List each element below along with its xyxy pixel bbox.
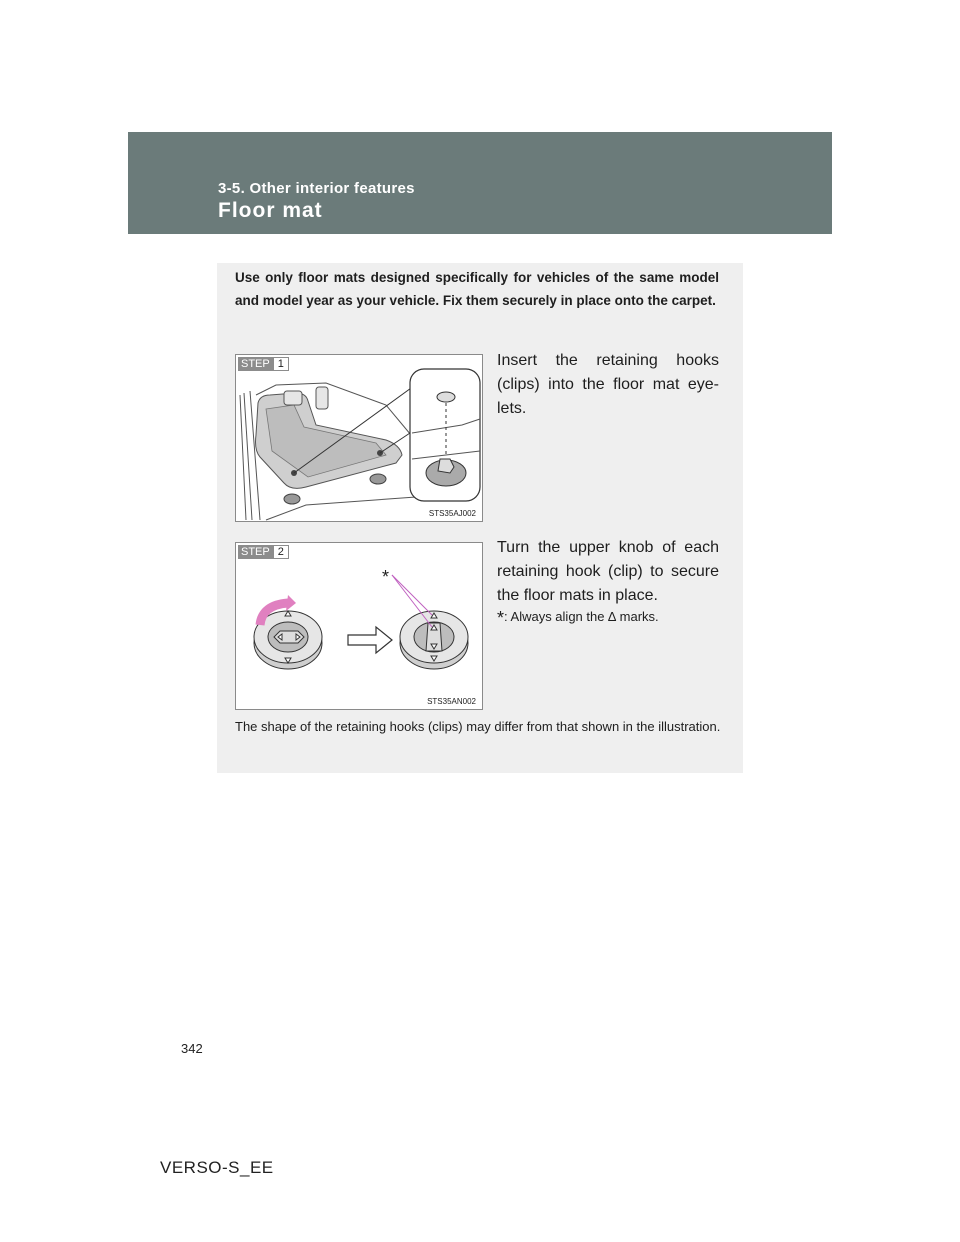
footnote: The shape of the retaining hooks (clips) may differ from that shown in the illustration. <box>235 719 721 734</box>
instruction-panel <box>217 263 743 773</box>
figure-code: STS35AN002 <box>427 697 476 706</box>
figure-code: STS35AJ002 <box>428 509 476 518</box>
step-number: 1 <box>273 357 289 371</box>
step1-text: Insert the retaining hooks (clips) into the floor mat eye-lets. <box>497 352 719 417</box>
section-label: 3-5. Other interior features <box>218 180 415 197</box>
svg-text:*: * <box>382 567 390 587</box>
page-number: 342 <box>181 1041 203 1056</box>
section-header <box>128 132 832 234</box>
retaining-hook-knob-illustration <box>236 543 483 710</box>
intro-text: Use only floor mats designed specifically for vehicles of the same model and model year as your vehicle. Fix them securely in place onto the carpet. <box>235 270 719 308</box>
step2-illustration <box>235 542 483 710</box>
floor-mat-hooks-illustration <box>236 355 483 522</box>
note-marker: * <box>497 608 505 628</box>
step1-badge <box>238 357 289 371</box>
model-code: VERSO-S_EE <box>160 1158 274 1177</box>
step1-illustration <box>235 354 483 522</box>
step-label: STEP <box>238 545 273 559</box>
step2-badge <box>238 545 289 559</box>
note-text: : Always align the ∆ marks. <box>504 609 659 624</box>
step2-text: Turn the upper knob of each retaining hook (clip) to secure the floor mats in place. <box>497 539 719 604</box>
step-label: STEP <box>238 357 273 371</box>
step-number: 2 <box>273 545 289 559</box>
alignment-note <box>497 608 719 629</box>
page-title: Floor mat <box>218 199 323 222</box>
